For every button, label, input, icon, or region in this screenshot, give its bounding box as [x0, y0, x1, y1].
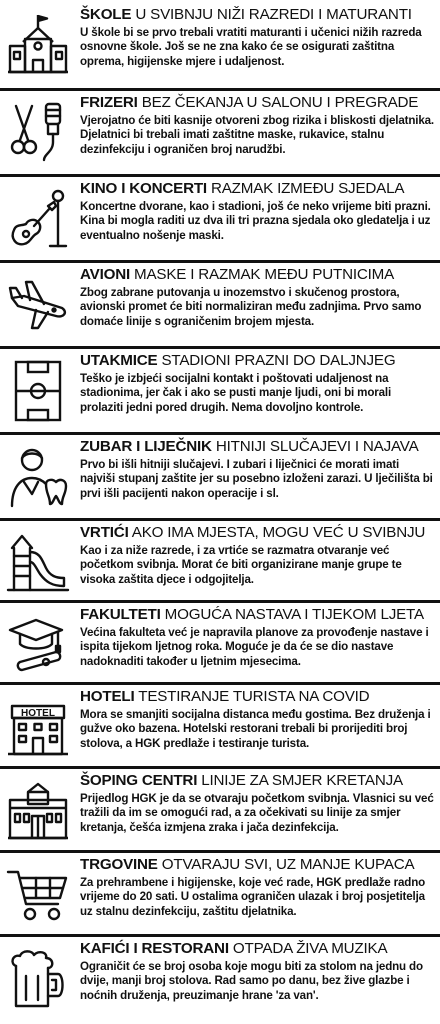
school-building-icon — [6, 12, 70, 76]
section-divider — [0, 934, 440, 937]
section-body: Vjerojatno će biti kasnije otvoreni zbog rizika i bliskosti djelatnika. Djelatnici bi trebali imati zaštitne maske, rukavice, stalnu dezinfekciju i ograničen broj narudžbi. — [80, 114, 435, 156]
section-utakmice — [0, 346, 440, 432]
section-body: Prijedlog HGK je da se otvaraju početkom svibnja. Vlasnici su već tražili da im se omogući rad, a za očekivati su linije za smjer kretanja, češća izmjena zraka i jača dezinfekcija. — [80, 792, 434, 834]
section-title: HOTELI — [80, 688, 135, 705]
section-kino — [0, 174, 440, 260]
section-divider — [0, 518, 440, 521]
section-body: Mora se smanjiti socijalna distanca među gostima. Bez druženja i gužve oko bazena. Hotelski restorani trebali bi prorijediti broj stolova, a HGK predlaže i testiranje turista. — [80, 708, 431, 750]
section-divider — [0, 600, 440, 603]
hotel-building-icon — [6, 694, 70, 758]
section-divider — [0, 850, 440, 853]
section-body: Za prehrambene i higijenske, koje već rade, HGK predlaže radno vrijeme do 20 sati. U ostalima ograničen ulazak i broj posjetitelja uz stalnu dezinfekciju, zaštitu djelatnika. — [80, 876, 426, 918]
section-soping — [0, 766, 440, 852]
section-body: U škole bi se prvo trebali vratiti maturanti i učenici nižih razreda osnovne škole. Još se ne zna kako će se osigurati zaštitna oprema, higijenske mjere i udaljenost. — [80, 26, 422, 68]
section-subtitle: STADIONI PRAZNI DO DALJNJEG — [161, 352, 396, 369]
section-fakulteti — [0, 600, 440, 686]
section-avioni — [0, 260, 440, 346]
section-trgovine — [0, 850, 440, 936]
section-title: FAKULTETI — [80, 606, 161, 623]
playground-slide-icon — [6, 530, 70, 594]
beer-mug-icon — [6, 946, 70, 1010]
section-body: Koncertne dvorane, kao i stadioni, još će neko vrijeme biti prazni. Kina bi mogla raditi uz dva ili tri prazna sjedala oko gledatelja i uz eventualno nošenje maski. — [80, 200, 431, 242]
section-divider — [0, 174, 440, 177]
section-title: ŠKOLE — [80, 6, 132, 23]
graduation-cap-diploma-icon — [6, 612, 70, 676]
shopping-cart-icon — [6, 862, 70, 926]
section-subtitle: MOGUĆA NASTAVA I TIJEKOM LJETA — [164, 606, 424, 623]
scissors-hairdryer-icon — [6, 100, 70, 164]
section-divider — [0, 682, 440, 685]
section-subtitle: BEZ ČEKANJA U SALONU I PREGRADE — [141, 94, 419, 111]
airplane-icon — [6, 272, 70, 336]
section-title: ŠOPING CENTRI — [80, 772, 198, 789]
shopping-mall-icon — [6, 778, 70, 842]
section-subtitle: LINIJE ZA SMJER KRETANJA — [201, 772, 403, 789]
section-divider — [0, 766, 440, 769]
section-subtitle: RAZMAK IZMEĐU SJEDALA — [210, 180, 405, 197]
section-subtitle: OTVARAJU SVI, UZ MANJE KUPACA — [161, 856, 415, 873]
section-subtitle: U SVIBNJU NIŽI RAZREDI I MATURANTI — [135, 6, 412, 23]
section-title: ZUBAR I LIJEČNIK — [80, 438, 212, 455]
section-hoteli — [0, 682, 440, 768]
section-body: Teško je izbjeći socijalni kontakt i poštovati udaljenost na stadionima, jer čak i ako se pusti manje ljudi, oni bi morali prolaziti jedni pored drugih. Nema dovoljno kontrole. — [80, 372, 392, 414]
section-divider — [0, 260, 440, 263]
section-body: Zbog zabrane putovanja u inozemstvo i skučenog prostora, avionski promet će biti normaliziran među zadnjima. Prvo samo domaće linije s ograničenim brojem mjesta. — [80, 286, 422, 328]
section-divider — [0, 346, 440, 349]
section-title: UTAKMICE — [80, 352, 158, 369]
dentist-tooth-icon — [6, 444, 70, 508]
football-pitch-icon — [6, 358, 70, 422]
section-title: KINO I KONCERTI — [80, 180, 207, 197]
section-body: Kao i za niže razrede, i za vrtiće se razmatra otvaranje već početkom svibnja. Morat će biti organizirane manje grupe te visoka zaštita djece i odgojitelja. — [80, 544, 402, 586]
section-divider — [0, 432, 440, 435]
section-kafici — [0, 934, 440, 1024]
section-title: AVIONI — [80, 266, 130, 283]
section-skole — [0, 0, 440, 86]
guitar-microphone-icon — [6, 186, 70, 250]
section-vrtici — [0, 518, 440, 604]
section-zubar — [0, 432, 440, 518]
section-title: FRIZERI — [80, 94, 138, 111]
section-subtitle: OTPADA ŽIVA MUZIKA — [232, 940, 388, 957]
section-divider — [0, 88, 440, 91]
section-title: VRTIĆI — [80, 524, 129, 541]
section-subtitle: TESTIRANJE TURISTA NA COVID — [138, 688, 370, 705]
section-subtitle: MASKE I RAZMAK MEĐU PUTNICIMA — [134, 266, 395, 283]
section-body: Većina fakulteta već je napravila planove za provođenje nastave i ispita tijekom ljetnog roka. Moguće je da će se dio nastave nadoknaditi također u ljetnim mjesecima. — [80, 626, 429, 668]
section-frizeri — [0, 88, 440, 174]
hotel-sign-text: HOTEL — [21, 708, 55, 719]
section-title: KAFIĆI I RESTORANI — [80, 940, 229, 957]
section-body: Ograničit će se broj osoba koje mogu biti za stolom na jednu do dvije, manji broj stolova. Rad samo po danu, bez žive glazbe i noćnih druženja, preuzimanje hrane 'za van'. — [80, 960, 423, 1002]
section-subtitle: HITNIJI SLUČAJEVI I NAJAVA — [215, 438, 419, 455]
section-body: Prvo bi išli hitniji slučajevi. I zubari i liječnici će morati imati najviši stupanj zaštite jer su posebno izloženi zarazi. U lječilišta bi prvi išli pacijenti nakon operacije i sl. — [80, 458, 433, 500]
section-subtitle: AKO IMA MJESTA, MOGU VEĆ U SVIBNJU — [131, 524, 426, 541]
section-title: TRGOVINE — [80, 856, 158, 873]
